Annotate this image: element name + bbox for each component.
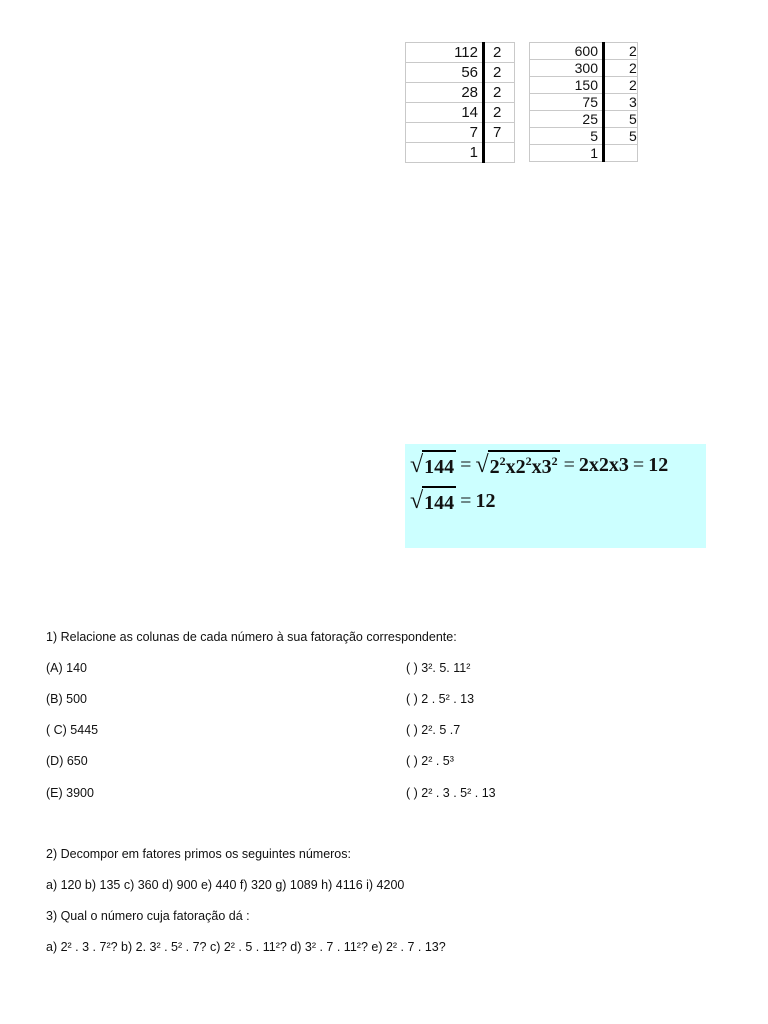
- dividend-cell: 150: [530, 77, 604, 94]
- question-1-title: 1) Relacione as colunas de cada número à sua fatoração correspondente:: [46, 630, 457, 644]
- factor-cell: 5: [604, 128, 638, 145]
- base: x2: [505, 456, 526, 478]
- factor-cell: [484, 143, 515, 163]
- table-row: [406, 43, 515, 63]
- factor-cell: 3: [604, 94, 638, 111]
- radicand: 144: [422, 450, 456, 480]
- factor-cell: [604, 145, 638, 162]
- q1-left-item: ( C) 5445: [46, 723, 99, 737]
- factor-cell: 2: [484, 103, 515, 123]
- dividend-cell: 112: [406, 43, 484, 63]
- table-row: [406, 143, 515, 163]
- factor-cell: 2: [484, 43, 515, 63]
- q1-right-item: ( ) 2 . 5² . 13: [406, 692, 475, 706]
- exponent: 2: [551, 454, 558, 468]
- formula-result: 12: [648, 453, 669, 476]
- table-row: [406, 103, 515, 123]
- table-row: [406, 83, 515, 103]
- dividend-cell: 1: [530, 145, 604, 162]
- equals-sign: =: [632, 453, 645, 476]
- dividend-cell: 600: [530, 43, 604, 60]
- radicand: 144: [422, 486, 456, 516]
- q1-right-item: ( ) 2² . 3 . 5² . 13: [406, 786, 496, 800]
- formula-result: 12: [475, 489, 496, 512]
- table-row: [406, 63, 515, 83]
- factor-cell: 5: [604, 111, 638, 128]
- square-root-formula-box: [405, 444, 706, 548]
- table-row: [406, 123, 515, 143]
- factor-cell: 2: [484, 83, 515, 103]
- dividend-cell: 5: [530, 128, 604, 145]
- question-2-title: 2) Decompor em fatores primos os seguintes números:: [46, 847, 351, 861]
- factor-cell: 7: [484, 123, 515, 143]
- radical-144: [410, 486, 456, 516]
- q1-left-item: (B) 500: [46, 692, 87, 706]
- factor-cell: 2: [604, 43, 638, 60]
- radicand-factors: [488, 450, 560, 480]
- radical-sign-icon: √: [410, 488, 424, 514]
- dividend-cell: 75: [530, 94, 604, 111]
- base: 2: [489, 456, 500, 478]
- exponent: 2: [525, 454, 532, 468]
- table-row: [530, 145, 638, 162]
- dividend-cell: 300: [530, 60, 604, 77]
- q1-left-item: (A) 140: [46, 661, 87, 675]
- dividend-cell: 56: [406, 63, 484, 83]
- table-row: [530, 60, 638, 77]
- q1-left-item: (E) 3900: [46, 786, 94, 800]
- question-3-items: a) 2² . 3 . 7²? b) 2. 3² . 5² . 7? c) 2² . 5 . 11²? d) 3² . 7 . 11²? e) 2² . 7 . 13?: [46, 940, 446, 954]
- dividend-cell: 14: [406, 103, 484, 123]
- dividend-cell: 28: [406, 83, 484, 103]
- equals-sign: =: [460, 453, 472, 476]
- factorization-table-112: [405, 42, 515, 163]
- factor-cell: 2: [604, 60, 638, 77]
- q1-right-item: ( ) 2² . 5³: [406, 754, 454, 768]
- radical-sign-icon: √: [475, 452, 489, 478]
- q1-right-item: ( ) 2². 5 .7: [406, 723, 461, 737]
- factor-product: 2x2x3: [578, 453, 629, 476]
- formula-line-2: [410, 486, 495, 516]
- equals-sign: =: [460, 489, 472, 512]
- factorization-table-600: [529, 42, 638, 162]
- table-row: [530, 94, 638, 111]
- dividend-cell: 25: [530, 111, 604, 128]
- exponent: 2: [499, 454, 506, 468]
- dividend-cell: 7: [406, 123, 484, 143]
- dividend-cell: 1: [406, 143, 484, 163]
- factor-cell: 2: [484, 63, 515, 83]
- question-3-title: 3) Qual o número cuja fatoração dá :: [46, 909, 250, 923]
- q1-right-item: ( ) 3². 5. 11²: [406, 661, 471, 675]
- q1-left-item: (D) 650: [46, 754, 88, 768]
- base: x3: [531, 456, 552, 478]
- formula-line-1: [410, 450, 668, 480]
- question-2-items: a) 120 b) 135 c) 360 d) 900 e) 440 f) 320 g) 1089 h) 4116 i) 4200: [46, 878, 405, 892]
- radical-factors: [475, 450, 559, 480]
- radical-144: [410, 450, 456, 480]
- table-row: [530, 77, 638, 94]
- factor-cell: 2: [604, 77, 638, 94]
- table-row: [530, 43, 638, 60]
- table-row: [530, 111, 638, 128]
- equals-sign: =: [563, 453, 575, 476]
- radical-sign-icon: √: [410, 452, 424, 478]
- table-row: [530, 128, 638, 145]
